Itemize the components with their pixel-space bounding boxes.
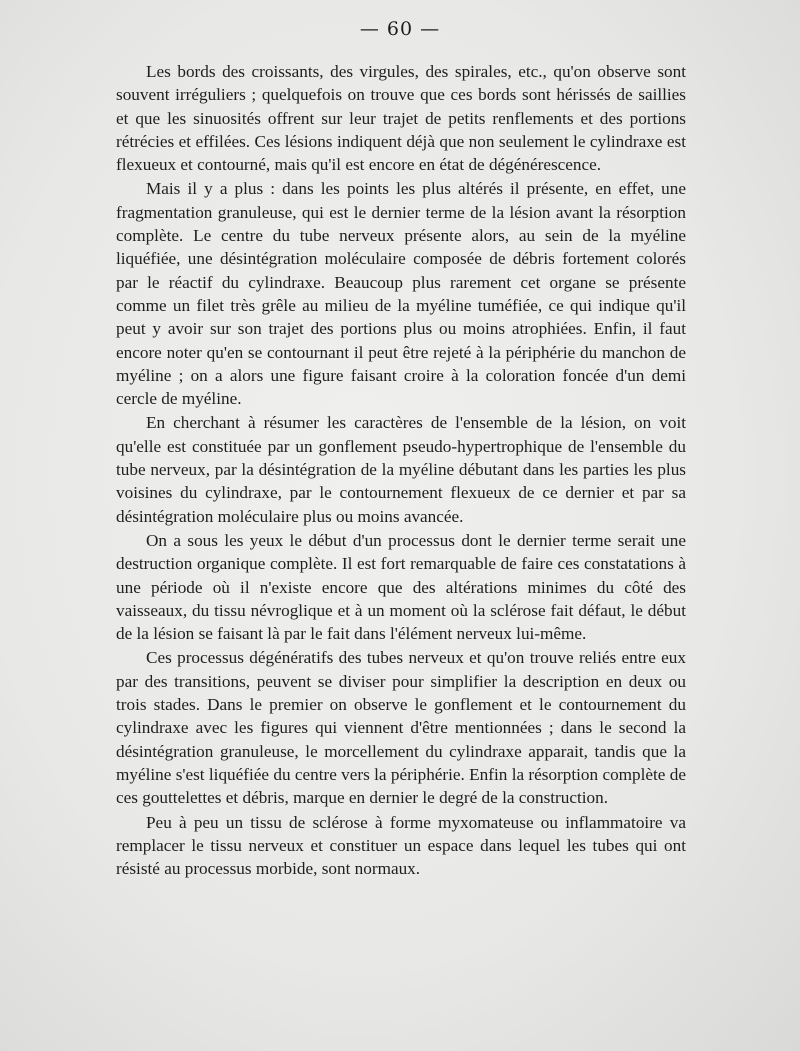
paragraph-3: En cherchant à résumer les caractères de l'ensemble de la lésion, on voit qu'elle est constituée par un gonflement pseudo-hypertrophique de l'ensemble du tube nerveux, par la désintégration de la myéline débutant dans les parties les plus voisines du cylindraxe, par le contournement flexueux de ce dernier et par sa désintégration moléculaire plus ou moins avancée. (116, 413, 686, 526)
paragraph-1: Les bords des croissants, des virgules, des spirales, etc., qu'on observe sont souvent irréguliers ; quelquefois on trouve que ces bords sont hérissés de saillies et que les sinuosités offrent sur leur trajet de petits renflements et des portions rétrécies et effilées. Ces lésions indiquent déjà que non seulement le cylindraxe est flexueux et contourné, mais qu'il est encore en état de dégénérescence. (116, 62, 686, 175)
paragraph-4: On a sous les yeux le début d'un processus dont le dernier terme serait une destruction organique complète. Il est fort remarquable de faire ces constatations à une période où il n'existe encore que des altérations minimes du côté des vaisseaux, du tissu névroglique et à un moment où la sclérose fait défaut, le début de la lésion se faisant là par le fait dans l'élément nerveux lui-même. (116, 530, 686, 644)
body-text (116, 60, 686, 881)
paragraph-2: Mais il y a plus : dans les points les plus altérés il présente, en effet, une fragmentation granuleuse, qui est le dernier terme de la lésion avant la résorption complète. Le centre du tube nerveux présente alors, au sein de la myéline liquéfiée, une désintégration moléculaire composée de débris fortement colorés par le réactif du cylindraxe. Beaucoup plus rarement cet organe se présente comme un filet très grêle au milieu de la myéline tuméfiée, ce qui indique qu'il peut y avoir sur son trajet des portions plus ou moins atrophiées. Enfin, il faut encore noter qu'en se contournant il peut être rejeté à la périphérie du manchon de myéline ; on a alors une figure faisant croire à la coloration foncée d'un demi cercle de myéline. (116, 179, 686, 409)
paragraph-6: Peu à peu un tissu de sclérose à forme myxomateuse ou inflammatoire va remplacer le tissu nerveux et constituer un espace dans lequel les tubes qui ont résisté au processus morbide, sont normaux. (116, 812, 686, 879)
page-number: — 60 — (359, 18, 441, 40)
paragraph-5: Ces processus dégénératifs des tubes nerveux et qu'on trouve reliés entre eux par des transitions, peuvent se diviser pour simplifier la description en deux ou trois stades. Dans le premier on observe le gonflement et le contournement du cylindraxe avec les figures qui viennent d'être mentionnées ; dans le second la désintégration granuleuse, le morcellement du cylindraxe apparait, tandis que la myéline s'est liquéfiée du centre vers la périphérie. Enfin la résorption complète de ces gouttelettes et débris, marque en dernier le degré de la construction. (116, 648, 686, 808)
